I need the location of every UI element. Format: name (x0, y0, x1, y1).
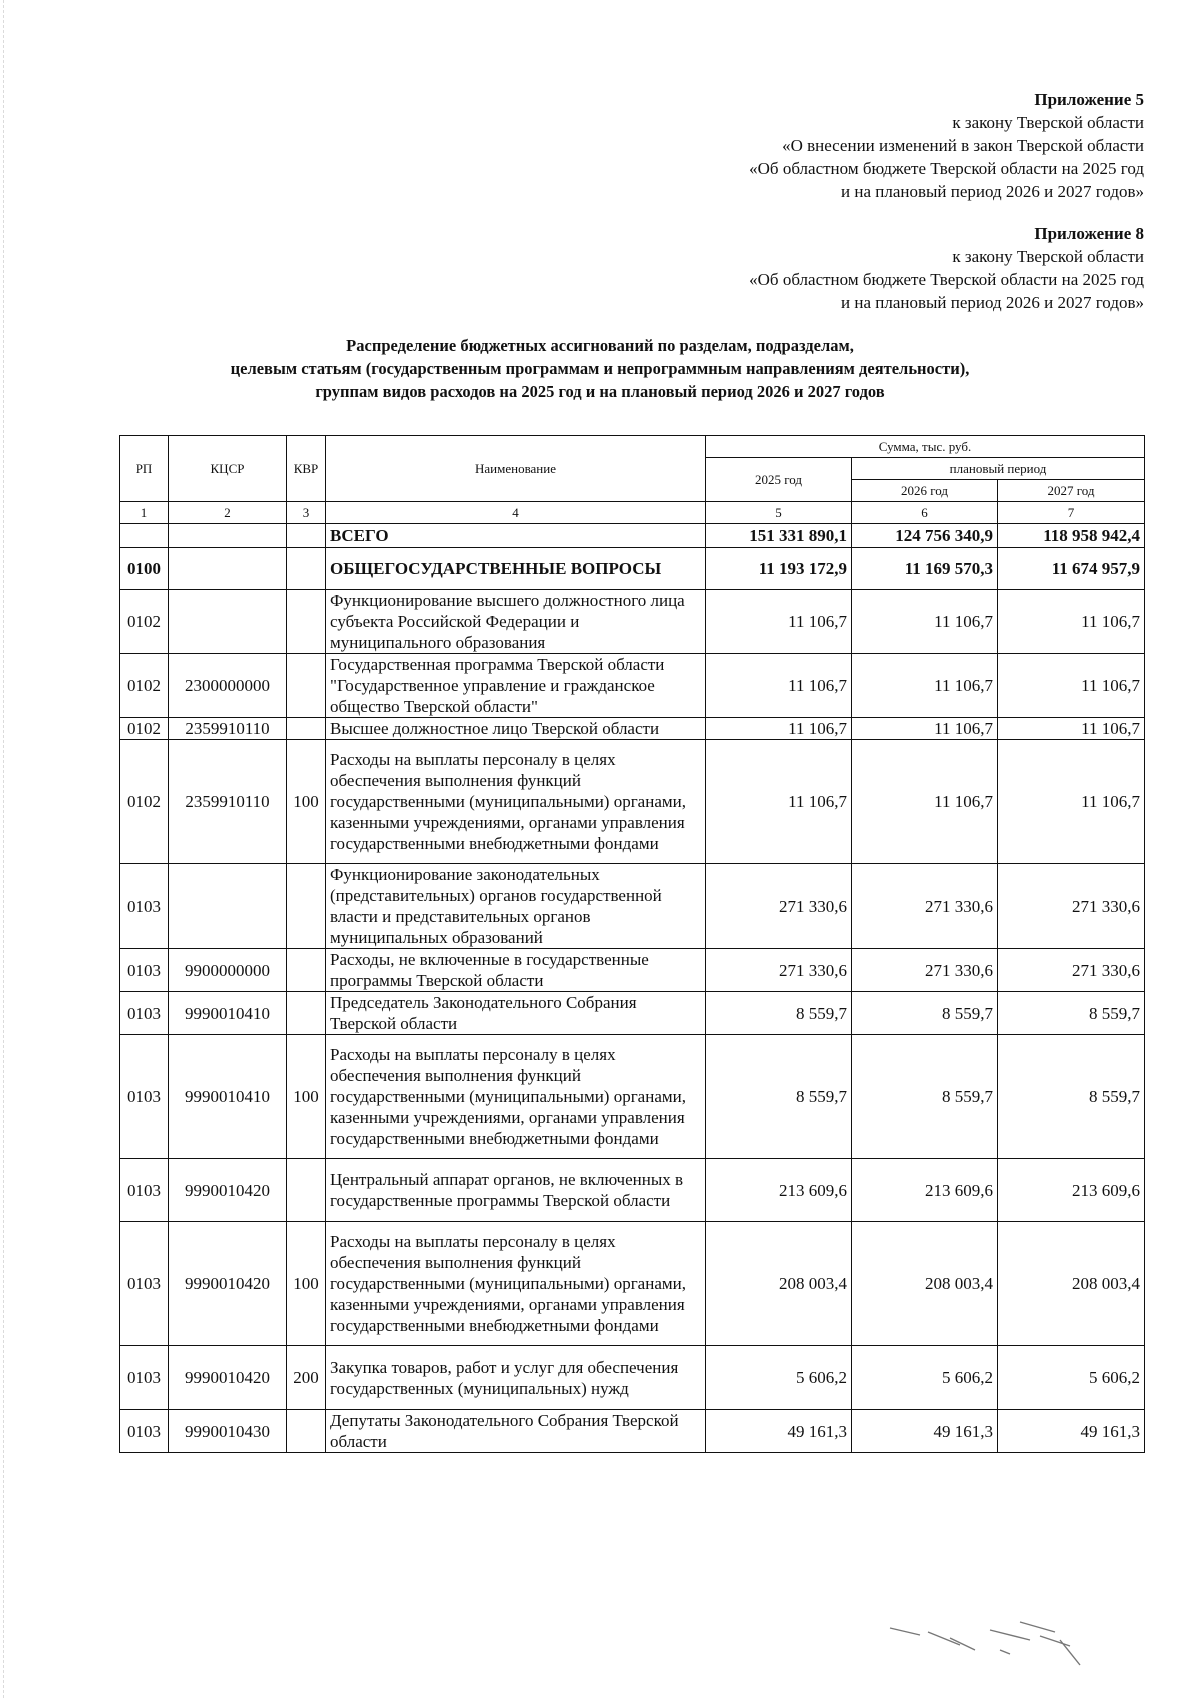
cell-2026: 49 161,3 (852, 1410, 998, 1453)
cell-2027: 49 161,3 (998, 1410, 1145, 1453)
column-number: 2 (169, 502, 287, 524)
cell-kvr: 100 (287, 1035, 326, 1159)
cell-2026: 11 106,7 (852, 590, 998, 654)
total-row (120, 524, 1145, 548)
annex-5-title: Приложение 5 (1034, 90, 1144, 109)
cell-kvr (287, 864, 326, 949)
cell-2025: 208 003,4 (706, 1222, 852, 1346)
cell-2026: 5 606,2 (852, 1346, 998, 1410)
cell-kcsr: 2359910110 (169, 740, 287, 864)
cell-2027: 11 674 957,9 (998, 548, 1145, 590)
cell-kvr (287, 548, 326, 590)
cell-2026: 271 330,6 (852, 864, 998, 949)
header-planned-period: плановый период (852, 458, 1145, 480)
cell-rp: 0103 (120, 1222, 169, 1346)
cell-2027: 5 606,2 (998, 1346, 1145, 1410)
cell-kvr (287, 992, 326, 1035)
column-number: 5 (706, 502, 852, 524)
document-title-line: Распределение бюджетных ассигнований по разделам, подразделам, (346, 336, 854, 355)
total-label: ВСЕГО (326, 524, 706, 548)
cell-2025: 8 559,7 (706, 992, 852, 1035)
cell-2026: 11 106,7 (852, 718, 998, 740)
cell-kcsr (169, 864, 287, 949)
header-name: Наименование (326, 436, 706, 502)
cell-2026: 271 330,6 (852, 949, 998, 992)
cell-2026: 11 169 570,3 (852, 548, 998, 590)
budget-table (119, 435, 1145, 1453)
cell-name: Расходы, не включенные в государственные программы Тверской области (326, 949, 706, 992)
cell-2027: 213 609,6 (998, 1159, 1145, 1222)
column-number: 6 (852, 502, 998, 524)
column-number: 4 (326, 502, 706, 524)
cell-2025: 11 106,7 (706, 740, 852, 864)
cell-2025: 5 606,2 (706, 1346, 852, 1410)
cell-kcsr: 2359910110 (169, 718, 287, 740)
cell-kcsr: 9990010420 (169, 1222, 287, 1346)
cell-kcsr: 9990010410 (169, 1035, 287, 1159)
column-number: 1 (120, 502, 169, 524)
cell-name: Расходы на выплаты персоналу в целях обеспечения выполнения функций государственными (муниципальными) органами, казенными учреждениями, органами управления государственными внебюджетными фондами (326, 1035, 706, 1159)
cell-2025: 11 193 172,9 (706, 548, 852, 590)
cell-2025: 49 161,3 (706, 1410, 852, 1453)
scan-edge-artifact (0, 0, 4, 1698)
table-row (120, 992, 1145, 1035)
cell-2025: 8 559,7 (706, 1035, 852, 1159)
annex-8-block (624, 222, 1144, 314)
table-row (120, 864, 1145, 949)
cell-rp: 0100 (120, 548, 169, 590)
cell-2025: 11 106,7 (706, 654, 852, 718)
table-row (120, 740, 1145, 864)
cell-2027: 8 559,7 (998, 1035, 1145, 1159)
header-row (120, 436, 1145, 458)
cell-kvr (287, 1159, 326, 1222)
table-row (120, 1222, 1145, 1346)
cell-name: ОБЩЕГОСУДАРСТВЕННЫЕ ВОПРОСЫ (326, 548, 706, 590)
cell-name: Депутаты Законодательного Собрания Тверской области (326, 1410, 706, 1453)
cell-name: Закупка товаров, работ и услуг для обеспечения государственных (муниципальных) нужд (326, 1346, 706, 1410)
cell-2025: 271 330,6 (706, 949, 852, 992)
total-rp (120, 524, 169, 548)
document-title-line: группам видов расходов на 2025 год и на плановый период 2026 и 2027 годов (315, 382, 885, 401)
cell-rp: 0102 (120, 718, 169, 740)
cell-2025: 271 330,6 (706, 864, 852, 949)
document-title-line: целевым статьям (государственным программам и непрограммным направлениям деятельности), (230, 359, 970, 378)
cell-name: Председатель Законодательного Собрания Тверской области (326, 992, 706, 1035)
cell-rp: 0103 (120, 1035, 169, 1159)
cell-rp: 0103 (120, 1346, 169, 1410)
header-2027: 2027 год (998, 480, 1145, 502)
annex-8-line: и на плановый период 2026 и 2027 годов» (841, 293, 1144, 312)
table-row (120, 1346, 1145, 1410)
cell-kvr (287, 654, 326, 718)
cell-kcsr: 9990010410 (169, 992, 287, 1035)
column-number: 3 (287, 502, 326, 524)
cell-kcsr: 9990010420 (169, 1346, 287, 1410)
cell-kcsr: 9900000000 (169, 949, 287, 992)
column-number: 7 (998, 502, 1145, 524)
cell-2025: 11 106,7 (706, 718, 852, 740)
annex-8-line: к закону Тверской области (952, 247, 1144, 266)
cell-kvr: 200 (287, 1346, 326, 1410)
cell-rp: 0102 (120, 740, 169, 864)
header-rp: РП (120, 436, 169, 502)
cell-name: Расходы на выплаты персоналу в целях обеспечения выполнения функций государственными (муниципальными) органами, казенными учреждениями, органами управления государственными внебюджетными фондами (326, 1222, 706, 1346)
table-row (120, 949, 1145, 992)
cell-kcsr (169, 548, 287, 590)
cell-2025: 213 609,6 (706, 1159, 852, 1222)
handwritten-marks (880, 1610, 1100, 1680)
header-kcsr: КЦСР (169, 436, 287, 502)
cell-2026: 8 559,7 (852, 1035, 998, 1159)
table-row (120, 1035, 1145, 1159)
cell-name: Высшее должностное лицо Тверской области (326, 718, 706, 740)
cell-rp: 0103 (120, 949, 169, 992)
cell-kcsr (169, 590, 287, 654)
cell-2027: 11 106,7 (998, 740, 1145, 864)
cell-kvr (287, 1410, 326, 1453)
cell-2026: 208 003,4 (852, 1222, 998, 1346)
header-2026: 2026 год (852, 480, 998, 502)
cell-name: Государственная программа Тверской области "Государственное управление и гражданское общество Тверской области" (326, 654, 706, 718)
cell-2025: 11 106,7 (706, 590, 852, 654)
annex-8-line: «Об областном бюджете Тверской области на 2025 год (749, 270, 1144, 289)
annex-5-line: «Об областном бюджете Тверской области на 2025 год (749, 159, 1144, 178)
total-kcsr (169, 524, 287, 548)
cell-2026: 8 559,7 (852, 992, 998, 1035)
cell-rp: 0103 (120, 992, 169, 1035)
cell-2027: 271 330,6 (998, 864, 1145, 949)
cell-rp: 0103 (120, 1410, 169, 1453)
cell-kvr (287, 590, 326, 654)
table-row (120, 718, 1145, 740)
cell-2027: 11 106,7 (998, 590, 1145, 654)
table-row (120, 1159, 1145, 1222)
cell-rp: 0103 (120, 1159, 169, 1222)
cell-2027: 8 559,7 (998, 992, 1145, 1035)
cell-name: Расходы на выплаты персоналу в целях обеспечения выполнения функций государственными (муниципальными) органами, казенными учреждениями, органами управления государственными внебюджетными фондами (326, 740, 706, 864)
annex-5-block (624, 88, 1144, 203)
cell-2026: 11 106,7 (852, 654, 998, 718)
column-number-row (120, 502, 1145, 524)
total-2026: 124 756 340,9 (852, 524, 998, 548)
header-2025: 2025 год (706, 458, 852, 502)
cell-rp: 0102 (120, 590, 169, 654)
cell-kcsr: 2300000000 (169, 654, 287, 718)
cell-rp: 0102 (120, 654, 169, 718)
total-2027: 118 958 942,4 (998, 524, 1145, 548)
annex-5-line: «О внесении изменений в закон Тверской области (782, 136, 1144, 155)
table-row (120, 1410, 1145, 1453)
cell-2026: 11 106,7 (852, 740, 998, 864)
table-row (120, 590, 1145, 654)
cell-kvr (287, 949, 326, 992)
table-row (120, 548, 1145, 590)
document-title (120, 334, 1080, 403)
cell-name: Центральный аппарат органов, не включенных в государственные программы Тверской области (326, 1159, 706, 1222)
cell-kvr: 100 (287, 740, 326, 864)
cell-kcsr: 9990010430 (169, 1410, 287, 1453)
cell-2027: 271 330,6 (998, 949, 1145, 992)
table-row (120, 654, 1145, 718)
cell-2027: 208 003,4 (998, 1222, 1145, 1346)
header-sum: Сумма, тыс. руб. (706, 436, 1145, 458)
annex-5-line: и на плановый период 2026 и 2027 годов» (841, 182, 1144, 201)
cell-2026: 213 609,6 (852, 1159, 998, 1222)
cell-kcsr: 9990010420 (169, 1159, 287, 1222)
cell-rp: 0103 (120, 864, 169, 949)
cell-kvr (287, 718, 326, 740)
header-kvr: КВР (287, 436, 326, 502)
cell-2027: 11 106,7 (998, 718, 1145, 740)
total-2025: 151 331 890,1 (706, 524, 852, 548)
annex-8-title: Приложение 8 (1034, 224, 1144, 243)
cell-kvr: 100 (287, 1222, 326, 1346)
cell-2027: 11 106,7 (998, 654, 1145, 718)
cell-name: Функционирование законодательных (представительных) органов государственной власти и представительных органов муниципальных образований (326, 864, 706, 949)
total-kvr (287, 524, 326, 548)
cell-name: Функционирование высшего должностного лица субъекта Российской Федерации и муниципального образования (326, 590, 706, 654)
annex-5-line: к закону Тверской области (952, 113, 1144, 132)
